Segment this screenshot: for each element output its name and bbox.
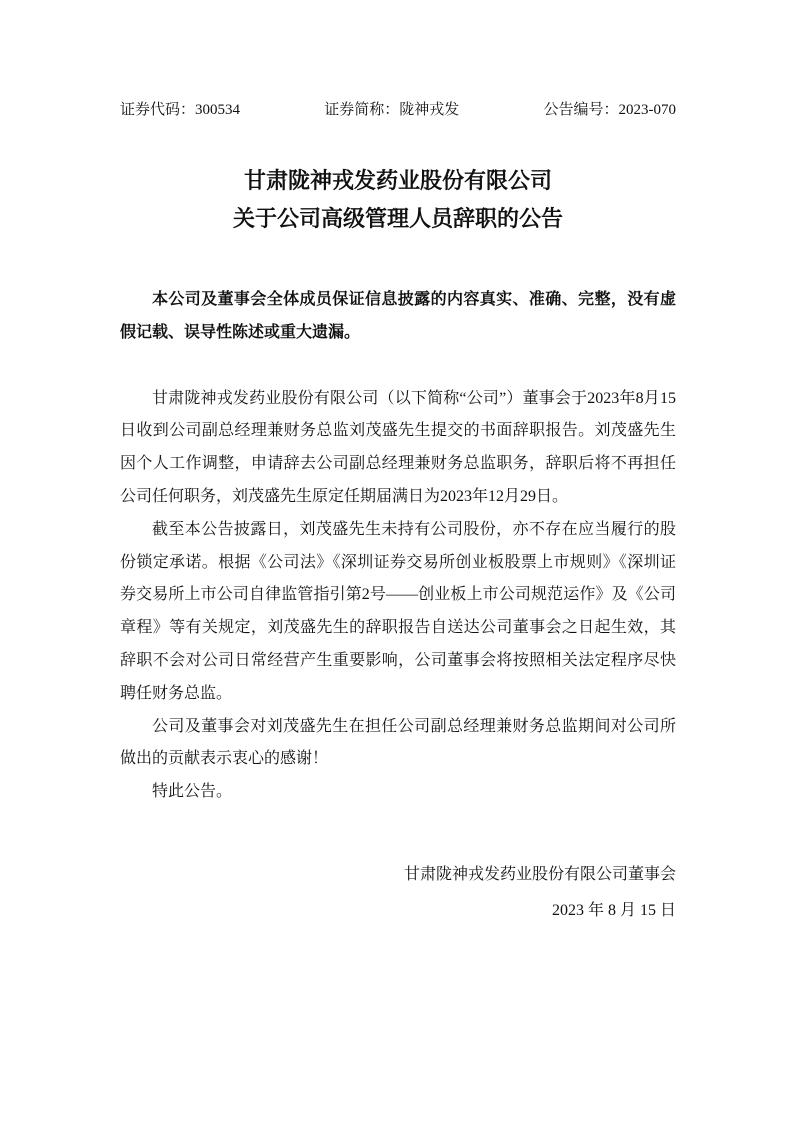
document-title (120, 162, 676, 238)
body-paragraph-3: 公司及董事会对刘茂盛先生在担任公司副总经理兼财务总监期间对公司所做出的贡献表示衷心的感谢！ (120, 717, 676, 768)
body-paragraph-4: 特此公告。 (152, 783, 233, 801)
announcement-number (543, 100, 676, 120)
body-paragraph-1: 甘肃陇神戎发药业股份有限公司（以下简称“公司”）董事会于2023年8月15日收到公司副总经理兼财务总监刘茂盛先生提交的书面辞职报告。刘茂盛先生因个人工作调整，申请辞去公司副总经理兼财务总监职务，辞职后将不再担任公司任何职务，刘茂盛先生原定任期届满日为2023年12月29日。 (120, 389, 676, 505)
document-title-line1: 甘肃陇神戎发药业股份有限公司 (243, 168, 552, 193)
signature-block (120, 858, 676, 927)
stock-code-label: 证券代码： (120, 102, 196, 118)
signature-date: 2023 年 8 月 15 日 (551, 901, 676, 919)
signature-company: 甘肃陇神戎发药业股份有限公司董事会 (403, 865, 676, 883)
announcement-number-label: 公告编号： (543, 102, 619, 118)
stock-short-name-label: 证券简称： (324, 102, 400, 118)
announcement-number-value: 2023-070 (618, 102, 676, 118)
disclosure-statement: 本公司及董事会全体成员保证信息披露的内容真实、准确、完整，没有虚假记载、误导性陈述或重大遗漏。 (120, 291, 676, 341)
stock-short-name-value: 陇神戎发 (399, 102, 460, 118)
document-title-line2: 关于公司高级管理人员辞职的公告 (232, 206, 563, 231)
stock-code (120, 100, 240, 120)
body-paragraph-2: 截至本公告披露日，刘茂盛先生未持有公司股份，亦不存在应当履行的股份锁定承诺。根据《公司法》《深圳证券交易所创业板股票上市规则》《深圳证券交易所上市公司自律监管指引第2号——创业板上市公司规范运作》及《公司章程》等有关规定，刘茂盛先生的辞职报告自送达公司董事会之日起生效，其辞职不会对公司日常经营产生重要影响，公司董事会将按照相关法定程序尽快聘任财务总监。 (120, 520, 676, 702)
document-header (120, 100, 676, 120)
stock-short-name (324, 100, 459, 120)
stock-code-value: 300534 (195, 102, 241, 118)
